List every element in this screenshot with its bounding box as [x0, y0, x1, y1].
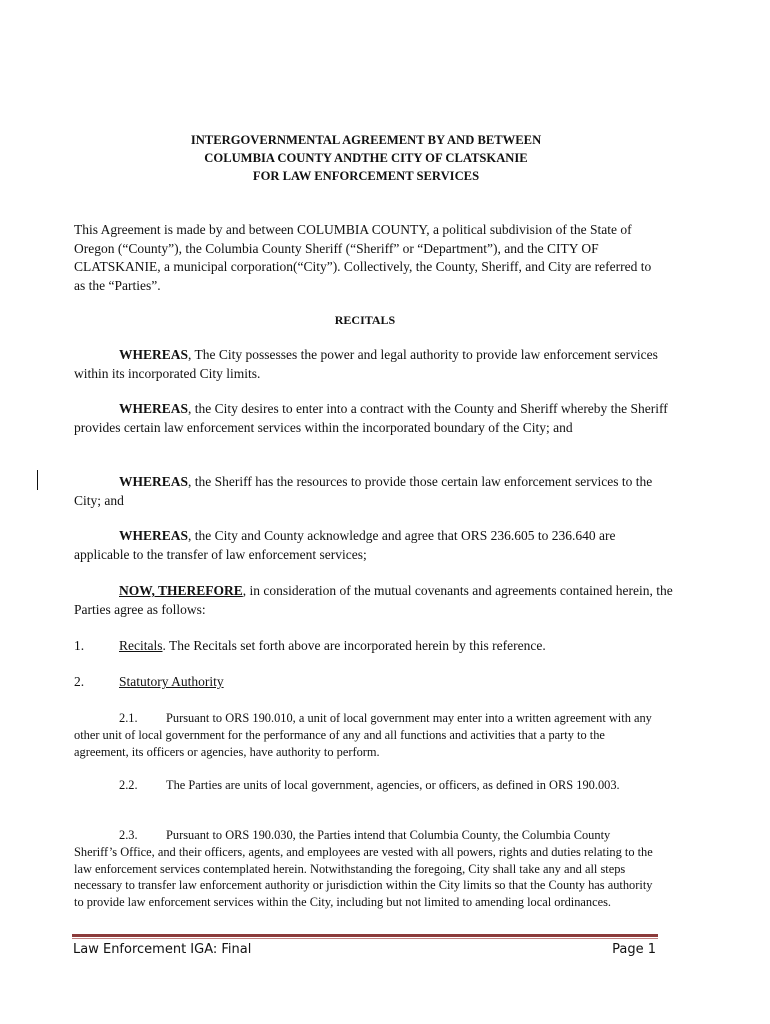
whereas-text: , the City and County acknowledge and agree that ORS 236.605 to 236.640 are applicable to the transfer of law enforcement services;: [74, 528, 616, 562]
whereas-lead: WHEREAS: [119, 401, 189, 416]
whereas-lead: WHEREAS: [119, 474, 189, 489]
title-line-1: INTERGOVERNMENTAL AGREEMENT BY AND BETWEEN: [190, 133, 542, 147]
subsection-number: 2.1.: [119, 711, 138, 725]
document-title: [0, 131, 732, 185]
subsection-2-3: [74, 827, 656, 911]
recitals-heading: RECITALS: [334, 313, 396, 327]
section-number: 1.: [74, 638, 85, 653]
subsection-2-2: [74, 777, 644, 794]
section-heading: Statutory Authority: [119, 674, 224, 689]
whereas-paragraph-3: [74, 473, 674, 510]
text-cursor: [37, 470, 38, 490]
section-number: 2.: [74, 674, 85, 689]
section-2: [74, 673, 674, 692]
subsection-text: Pursuant to ORS 190.030, the Parties intend that Columbia County, the Columbia County Sheriff’s Office, and their officers, agents, and employees are vested with all powers, rights and duties relating to the law enforcement services contemplated herein. Notwithstanding the foregoing, City shall take any and all steps necessary to transfer law enforcement authority or jurisdiction within the City limits so that the County has authority to provide law enforcement services within the City, including but not limited to amending local ordinances.: [74, 828, 653, 910]
footer-rule: [72, 934, 658, 937]
footer-page-number: Page 1: [612, 942, 656, 957]
title-line-3: FOR LAW ENFORCEMENT SERVICES: [252, 169, 480, 183]
whereas-text: , the City desires to enter into a contract with the County and Sheriff whereby the Sheriff provides certain law enforcement services within the incorporated boundary of the City; and: [74, 401, 668, 435]
subsection-number: 2.2.: [119, 778, 138, 792]
subsection-text: The Parties are units of local government, agencies, or officers, as defined in ORS 190.003.: [166, 778, 620, 792]
section-heading: Recitals: [119, 638, 163, 653]
footer-rule-thin: [72, 938, 658, 939]
subsection-text: Pursuant to ORS 190.010, a unit of local government may enter into a written agreement with any other unit of local government for the performance of any and all functions and activities that a party to the agreement, its officers or agencies, have authority to perform.: [74, 711, 652, 759]
whereas-paragraph-2: [74, 400, 674, 437]
now-therefore-lead: NOW, THEREFORE: [119, 583, 243, 598]
title-line-2: COLUMBIA COUNTY ANDTHE CITY OF CLATSKANIE: [204, 151, 528, 165]
whereas-paragraph-1: [74, 346, 674, 383]
whereas-text: , The City possesses the power and legal authority to provide law enforcement services within its incorporated City limits.: [74, 347, 658, 381]
section-text: . The Recitals set forth above are incorporated herein by this reference.: [162, 638, 546, 653]
subsection-2-1: [74, 710, 656, 760]
whereas-paragraph-4: [74, 527, 674, 564]
whereas-text: , the Sheriff has the resources to provide those certain law enforcement services to the City; and: [74, 474, 653, 508]
whereas-lead: WHEREAS: [119, 347, 189, 362]
intro-paragraph: This Agreement is made by and between COLUMBIA COUNTY, a political subdivision of the State of Oregon (“County”), the Columbia County Sheriff (“Sheriff” or “Department”), and the CITY OF CLATSKANIE, a municipal corporation(“City”). Collectively, the County, Sheriff, and City are referred to as the “Parties”.: [74, 222, 652, 293]
whereas-lead: WHEREAS: [119, 528, 189, 543]
footer-document-name: Law Enforcement IGA: Final: [73, 942, 252, 957]
now-therefore-paragraph: [74, 582, 674, 619]
subsection-number: 2.3.: [119, 828, 138, 842]
section-1: [74, 637, 674, 656]
now-therefore-text: , in consideration of the mutual covenants and agreements contained herein, the Parties agree as follows:: [74, 583, 673, 617]
